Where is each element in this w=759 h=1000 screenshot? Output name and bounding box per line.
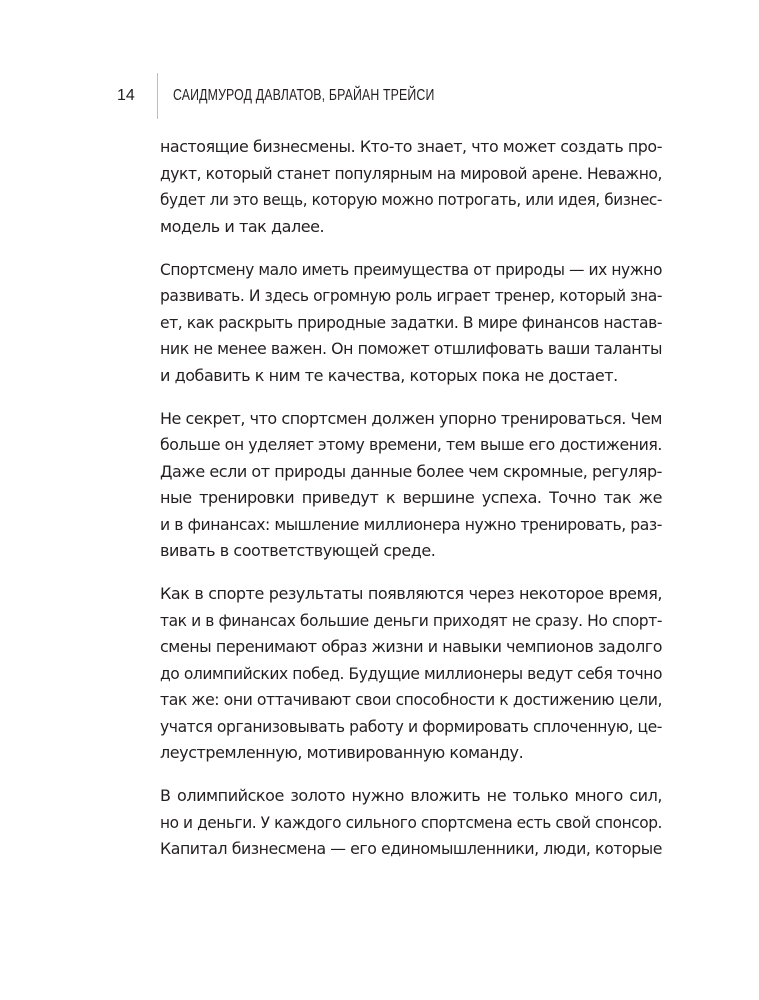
page-number: 14 [117,87,135,104]
text-line: больше он уделяет этому времени, тем выше его достижения. [160,435,662,454]
text-line: ные тренировки приведут к вершине успеха. Точно так же [160,488,662,507]
text-line: до олимпийских побед. Будущие миллионеры ведут себя точно [160,663,662,683]
text-line: Спортсмену мало иметь преимущества от природы — их нужно [160,259,662,279]
paragraph-3 [160,406,662,565]
paragraph-2 [160,257,662,390]
header-divider [157,73,158,119]
text-line: В олимпийское золото нужно вложить не только много сил, [160,786,662,805]
text-line: Как в спорте результаты появляются через некоторое время, [160,584,662,603]
text-line: но и деньги. У каждого сильного спортсмена есть свой спонсор. [160,812,662,832]
text-line: ет, как раскрыть природные задатки. В мире финансов настав- [160,312,662,332]
text-line: будет ли это вещь, которую можно потрогать, или идея, бизнес- [160,190,662,209]
text-line: леустремленную, мотивированную команду. [160,743,524,762]
paragraph-1 [160,134,662,240]
running-head [0,73,759,119]
text-line: ник не менее важен. Он поможет отшлифовать ваши таланты [160,339,662,358]
body-text [160,134,662,879]
text-line: учатся организовывать работу и формировать сплоченную, це- [160,716,662,736]
paragraph-4 [160,581,662,767]
text-line: смены перенимают образ жизни и навыки чемпионов задолго [160,637,662,656]
text-line: и добавить к ним те качества, которых пока не достает. [160,365,618,385]
text-line: так же: они оттачивают свои способности к достижению цели, [160,690,662,709]
text-line: и в финансах: мышление миллионера нужно тренировать, раз- [160,514,662,534]
text-line: Не секрет, что спортсмен должен упорно тренироваться. Чем [160,408,662,428]
text-line: Капитал бизнесмена — его единомышленники, люди, которые [160,839,662,858]
text-line: развивать. И здесь огромную роль играет тренер, который зна- [160,286,662,305]
text-line: дукт, который станет популярным на мировой арене. Неважно, [160,163,662,183]
text-line: так и в финансах большие деньги приходят не сразу. Но спорт- [160,610,662,630]
text-line: настоящие бизнесмены. Кто-то знает, что может создать про- [160,137,662,156]
text-line: вивать в соответствующей среде. [160,541,436,560]
text-line: модель и так далее. [160,216,325,236]
running-head-title: САИДМУРОД ДАВЛАТОВ, БРАЙАН ТРЕЙСИ [173,87,435,104]
text-line: Даже если от природы данные более чем скромные, регуляр- [160,461,662,481]
paragraph-5 [160,783,662,863]
